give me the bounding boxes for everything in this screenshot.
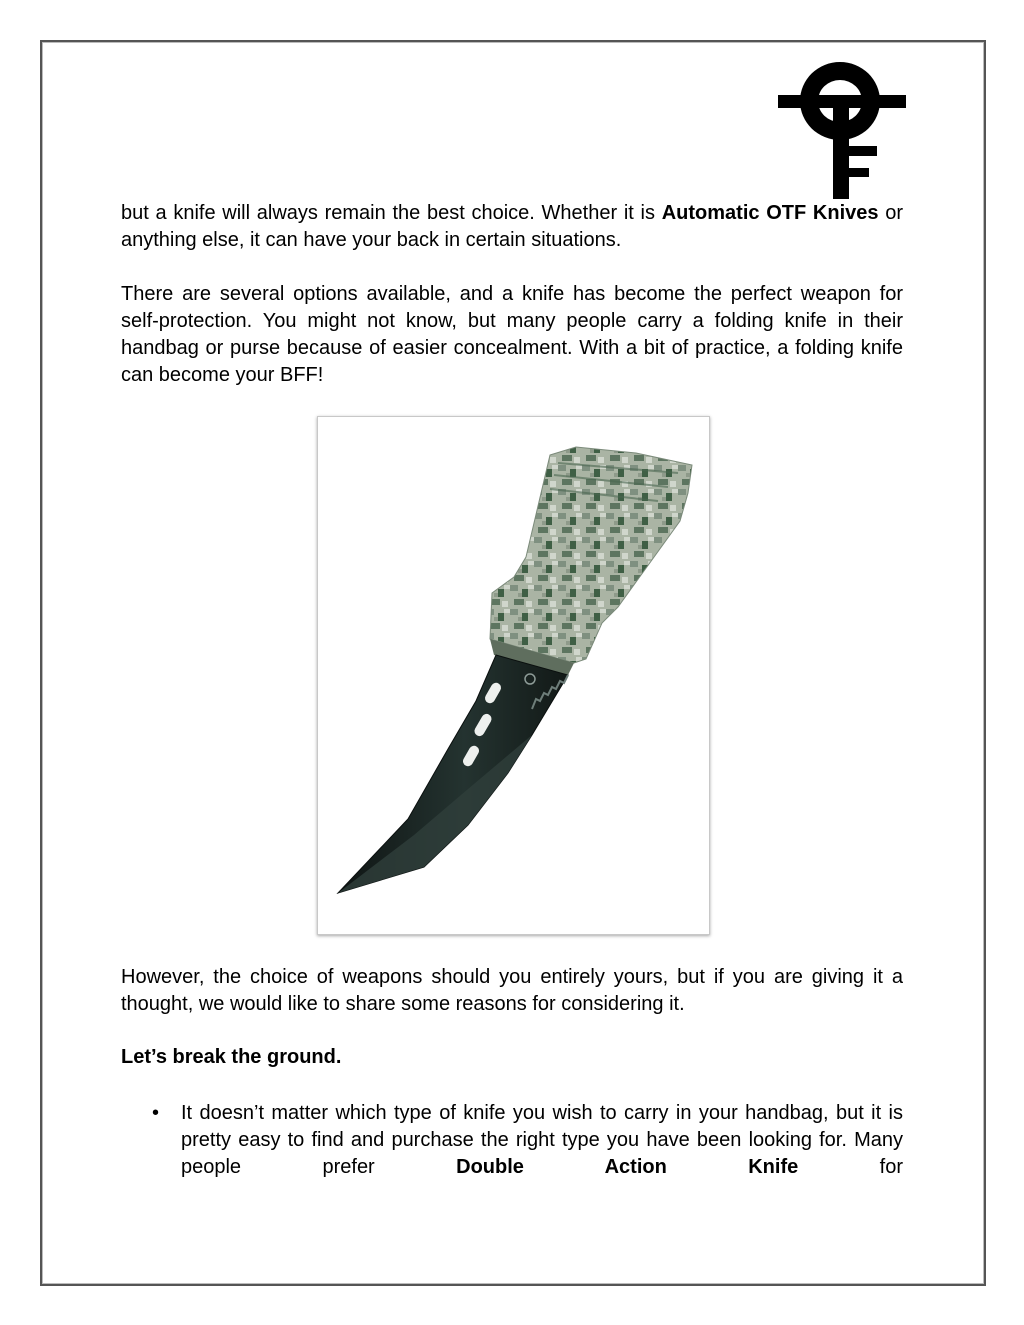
- paragraph-options: There are several options available, and a knife has become the perfect weapon for self-protection. You might not know, but many people carry a folding knife in their handbag or purse because of easier concealment. With a bit of practice, a folding knife can become your BFF!: [121, 283, 903, 386]
- paragraph-intro: [121, 200, 903, 254]
- bullet-item: [181, 1100, 903, 1181]
- paragraph-choice: However, the choice of weapons should you entirely yours, but if you are giving it a thought, we would like to share some reasons for considering it.: [121, 966, 903, 1015]
- knife-photo: [317, 416, 710, 935]
- section-heading: Let’s break the ground.: [121, 1046, 342, 1068]
- bullet-marker: •: [152, 1102, 160, 1124]
- paragraph-intro-text-2: or anything else, it can have your back in certain situations.: [121, 202, 903, 251]
- double-action-knife-link-text: Double Action Knife: [456, 1156, 799, 1178]
- paragraph-intro-text-1: but a knife will always remain the best choice. Whether it is: [121, 202, 662, 224]
- automatic-otf-knives-link-text: Automatic OTF Knives: [661, 202, 879, 224]
- bullet-text-2: for: [798, 1156, 903, 1178]
- otf-logo-icon: [778, 58, 910, 200]
- knife-illustration: [318, 417, 709, 934]
- bullet-text-1: It doesn’t matter which type of knife you wish to carry in your handbag, but it is pretty easy to find and purchase the right type you have been looking for. Many people prefer: [181, 1102, 903, 1178]
